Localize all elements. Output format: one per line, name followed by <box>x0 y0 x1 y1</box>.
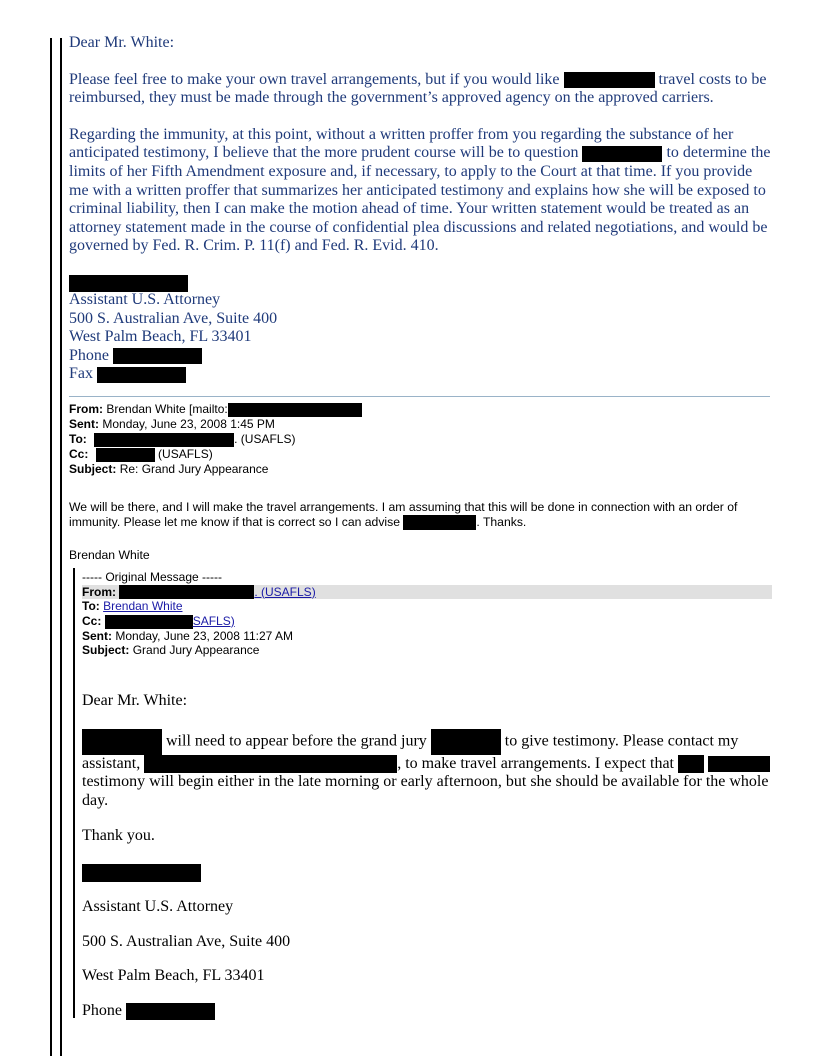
redaction <box>126 1003 215 1020</box>
reply-message <box>69 34 774 384</box>
redaction <box>105 615 193 629</box>
original-to: To: Brendan White <box>82 599 183 614</box>
redaction <box>228 403 362 417</box>
header-sent: Sent: Monday, June 23, 2008 1:45 PM <box>69 417 275 431</box>
reply-sig-title: Assistant U.S. Attorney <box>69 290 221 308</box>
redaction <box>97 367 186 383</box>
reply-p2-text-a: Regarding the immunity, at this point, without a written proffer from you regarding the substance of her anticipated testimony, I believe that the more prudent course will be to question <box>69 125 734 162</box>
original-cc-link[interactable]: SAFLS) <box>192 613 235 628</box>
message-header <box>69 402 774 477</box>
original-sig-title: Assistant U.S. Attorney <box>82 897 234 915</box>
reply-sig-address-2: West Palm Beach, FL 33401 <box>69 328 252 346</box>
reply-sig-phone: Phone <box>69 347 774 366</box>
redaction <box>144 755 397 773</box>
redaction <box>403 515 476 530</box>
redaction <box>431 729 501 755</box>
original-from-link[interactable]: . (USAFLS) <box>254 584 316 599</box>
separator-line <box>69 396 770 397</box>
original-sig-address-2: West Palm Beach, FL 33401 <box>82 967 265 985</box>
quote-bar-outer <box>50 38 52 1056</box>
reply-p2-text-b: to determine the limits of her Fifth Amendment exposure and, if necessary, to apply to the Court at that time. If you provide me with a written proffer that summarizes her anticipated testimony and explains how she will be exposed to criminal liability, then I can make the motion ahead of time. Your written statement would be treated as an attorney statement made in the course of confidential plea discussions and related negotiations, and would be governed by Fed. R. Crim. P. 11(f) and Fed. R. Evid. 410. <box>69 144 771 255</box>
original-subject: Subject: Grand Jury Appearance <box>82 643 260 658</box>
redaction <box>708 756 770 772</box>
original-sig-address-1: 500 S. Australian Ave, Suite 400 <box>82 932 291 950</box>
reply-paragraph-2 <box>69 126 774 256</box>
header-from: From: Brendan White [mailto: <box>69 402 774 417</box>
quote-bar-inner <box>60 38 62 1056</box>
reply-signature-name <box>69 274 774 291</box>
original-from: From: . (USAFLS) <box>82 585 772 600</box>
signature-brendan-white: Brendan White <box>69 548 150 562</box>
quote-bar-nested <box>73 568 75 1018</box>
original-to-link[interactable]: Brendan White <box>103 599 183 614</box>
original-thanks: Thank you. <box>82 827 155 845</box>
original-signature-name <box>82 864 772 882</box>
header-subject: Subject: Re: Grand Jury Appearance <box>69 462 269 476</box>
reply-paragraph-1 <box>69 71 774 108</box>
original-paragraph: will need to appear before the grand jury to give testimony. Please contact my assistant, , to make travel arrangements. I expect that testimony will begin either in the late morning or early afternoon, but she should be available for the whole day. <box>82 729 772 811</box>
redaction <box>119 585 254 599</box>
reply-p1-text-b: travel costs to be reimbursed, they must be made through the government’s approved agency on the approved carriers. <box>69 70 767 107</box>
original-marker: ----- Original Message ----- <box>82 570 223 584</box>
original-cc: Cc: SAFLS) <box>82 613 235 628</box>
original-greeting: Dear Mr. White: <box>82 692 188 709</box>
header-to: To: . (USAFLS) <box>69 432 296 446</box>
original-message-header <box>82 570 772 658</box>
reply-sig-fax: Fax <box>69 365 774 384</box>
reply-p1-text-a: Please feel free to make your own travel arrangements, but if you would like <box>69 70 560 88</box>
redaction <box>82 864 201 882</box>
redaction <box>69 275 188 292</box>
redaction <box>113 348 202 364</box>
original-sig-phone: Phone <box>82 1002 772 1021</box>
original-message-body <box>82 692 772 1020</box>
header-cc: Cc: (USAFLS) <box>69 447 213 461</box>
redaction <box>94 433 234 447</box>
reply-greeting: Dear Mr. White: <box>69 34 175 51</box>
redaction <box>82 729 162 755</box>
redaction <box>96 448 155 462</box>
redaction <box>564 72 655 88</box>
reply-body-white: We will be there, and I will make the travel arrangements. I am assuming that this will be done in connection with an order of immunity. Please let me know if that is correct so I can advise . Thanks. <box>69 500 738 529</box>
redaction <box>582 146 662 162</box>
redaction <box>678 755 704 773</box>
original-sent: Sent: Monday, June 23, 2008 11:27 AM <box>82 628 294 643</box>
reply-sig-address-1: 500 S. Australian Ave, Suite 400 <box>69 309 278 327</box>
